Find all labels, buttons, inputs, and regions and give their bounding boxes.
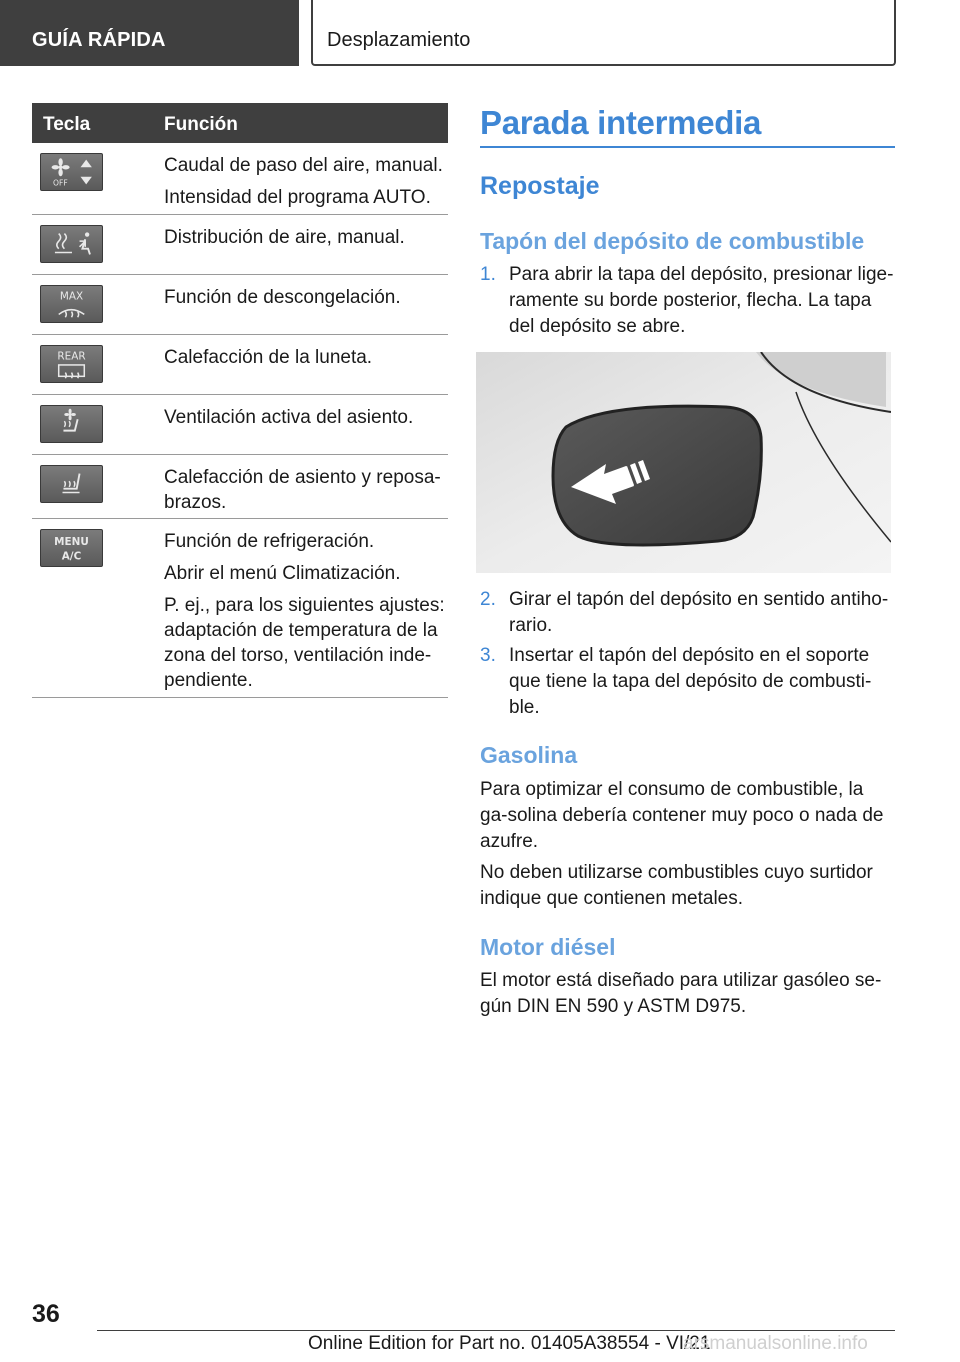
step-text: Para abrir la tapa del depósito, presionar lige-ramente su borde posterior, flecha. La tapa del depósito se abre. (509, 264, 894, 337)
svg-text:OFF: OFF (53, 178, 68, 188)
step-text: Insertar el tapón del depósito en el soporte que tiene la tapa del depósito de combusti-ble. (509, 645, 872, 718)
subsection-heading-fuel-cap: Tapón del depósito de combustible (480, 228, 865, 254)
table-row (32, 275, 448, 335)
row-function: Calefacción de la luneta. (164, 347, 373, 368)
petrol-paragraph-1: Para optimizar el consumo de combustible, la ga-solina debería contener muy poco o nada de azufre. (480, 779, 884, 852)
step-number: 3. (480, 645, 496, 666)
row-function: Función de descongelación. (164, 287, 401, 308)
table-row (32, 519, 448, 698)
menu-ac-icon (40, 529, 103, 567)
petrol-paragraph-2: No deben utilizarse combustibles cuyo surtidor indique que contienen metales. (480, 862, 873, 909)
table-row (32, 335, 448, 395)
fan-off-up-down-icon (40, 153, 103, 191)
watermark: arsmanualsonline.info (683, 1333, 868, 1354)
subsection-heading-petrol: Gasolina (480, 742, 578, 768)
step-text: Girar el tapón del depósito en sentido antiho-rario. (509, 589, 889, 636)
section-title: GUÍA RÁPIDA (32, 29, 166, 51)
col-function-header: Función (164, 114, 238, 135)
svg-text:A/C: A/C (61, 550, 82, 563)
fuel-flap-photo (476, 352, 891, 573)
section-heading-refuel: Repostaje (480, 172, 600, 200)
table-row (32, 395, 448, 455)
chapter-title: Desplazamiento (327, 29, 471, 51)
rear-window-heat-icon (40, 345, 103, 383)
max-defrost-icon (40, 285, 103, 323)
diesel-paragraph: El motor está diseñado para utilizar gasóleo se-gún DIN EN 590 y ASTM D975. (480, 970, 882, 1017)
page-title: Parada intermedia (480, 104, 762, 141)
table-row (32, 455, 448, 519)
row-function: Calefacción de asiento y reposa-brazos. (164, 467, 441, 513)
function-table (32, 103, 448, 698)
step-number: 1. (480, 264, 496, 285)
step-number: 2. (480, 589, 496, 610)
seat-ventilation-icon (40, 405, 103, 443)
list-item (480, 587, 896, 639)
title-rule (480, 146, 895, 148)
page-number: 36 (32, 1300, 60, 1328)
air-distribution-icon (40, 225, 103, 263)
table-header (32, 103, 448, 143)
footer-rule (97, 1330, 895, 1331)
chapter-tab (311, 0, 896, 66)
row-function: Distribución de aire, manual. (164, 227, 405, 248)
seat-heating-icon (40, 465, 103, 503)
list-item (480, 262, 896, 340)
row-function: Función de refrigeración. Abrir el menú Climatización. P. ej., para los siguientes ajustes: adaptación de temperatura de la zona del torso, ventilación inde-pendiente. (164, 531, 445, 691)
table-row (32, 215, 448, 275)
svg-text:REAR: REAR (57, 350, 86, 363)
subsection-heading-diesel: Motor diésel (480, 934, 616, 960)
row-function: Ventilación activa del asiento. (164, 407, 414, 428)
svg-text:MENU: MENU (54, 536, 89, 549)
col-key-header: Tecla (43, 114, 91, 135)
row-function: Caudal de paso del aire, manual. Intensidad del programa AUTO. (164, 155, 443, 208)
svg-text:MAX: MAX (59, 290, 84, 303)
edition-text: Online Edition for Part no. 01405A38554 - VI/21 (308, 1333, 711, 1354)
table-row (32, 143, 448, 215)
list-item (480, 643, 896, 721)
section-tab (0, 0, 299, 66)
